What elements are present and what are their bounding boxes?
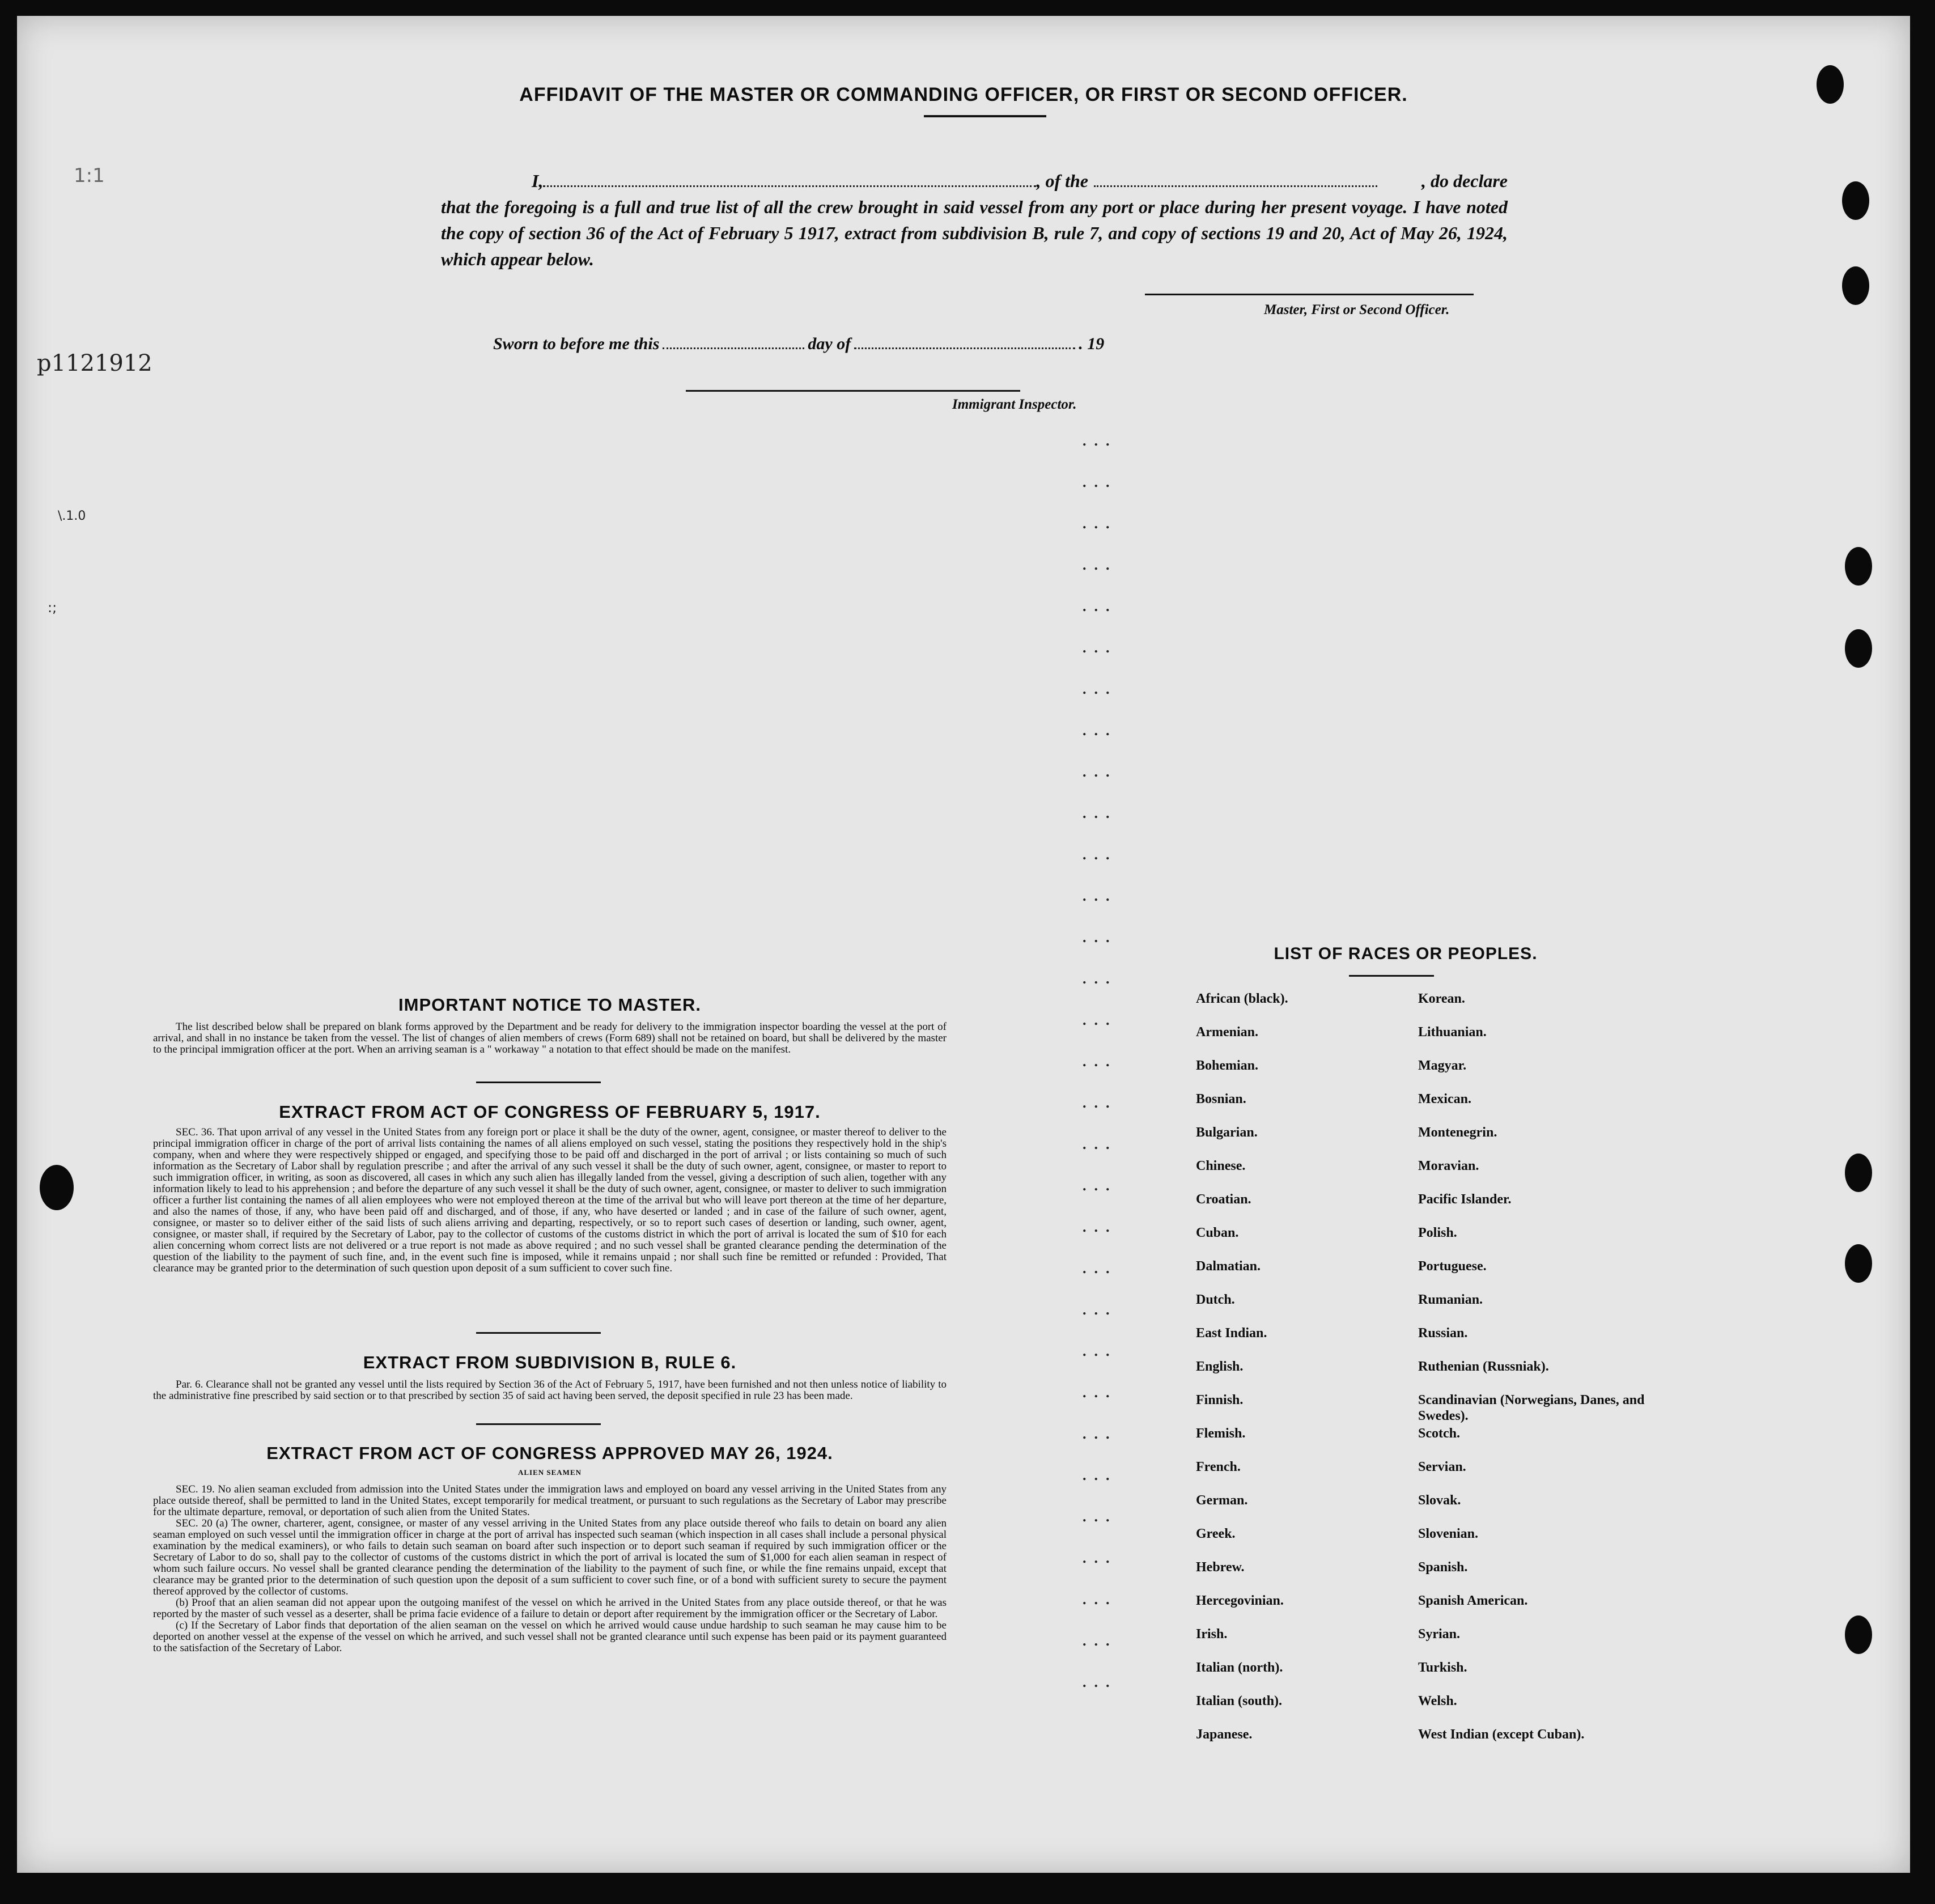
- race-item: Pacific Islander.: [1418, 1192, 1512, 1207]
- race-item: Magyar.: [1418, 1058, 1467, 1073]
- race-item: English.: [1196, 1359, 1244, 1374]
- race-item: Irish.: [1196, 1627, 1228, 1642]
- sworn-month-field[interactable]: [854, 347, 1075, 349]
- binding-hole: [1817, 65, 1844, 104]
- race-item: Montenegrin.: [1418, 1125, 1497, 1140]
- race-item: Bohemian.: [1196, 1058, 1259, 1073]
- inspector-signature-line[interactable]: [686, 390, 1020, 392]
- race-item: Greek.: [1196, 1526, 1236, 1541]
- dot-guide: ...: [1083, 1260, 1118, 1277]
- title-rule: [924, 115, 1046, 117]
- race-item: Servian.: [1418, 1460, 1466, 1474]
- rule6-rule: [476, 1423, 601, 1425]
- sworn-line: [493, 334, 1104, 354]
- sworn-day-field[interactable]: [663, 347, 804, 349]
- notice-rule: [476, 1082, 601, 1083]
- race-item: Welsh.: [1418, 1694, 1457, 1708]
- race-item: Russian.: [1418, 1326, 1468, 1341]
- sec19-text: SEC. 19. No alien seaman excluded from admission into the United States under the immigration laws and employed on board any vessel arriving in the United States from any place outside thereof, shall be permitted to land in the United States, except temporarily for medical treatment, or pursuant to such regulations as the Secretary of Labor may prescribe for the ultimate departure, removal, or deportation of such alien from the United States.: [153, 1483, 947, 1518]
- dot-guide: ...: [1083, 1012, 1118, 1028]
- affidavit-do-declare: , do declare: [1421, 171, 1508, 191]
- dot-guide: ...: [1083, 970, 1118, 987]
- dot-guide: ...: [1083, 557, 1118, 573]
- race-item: Syrian.: [1418, 1627, 1461, 1642]
- manifest-page: [17, 16, 1910, 1873]
- dot-guide: ...: [1083, 1301, 1118, 1318]
- race-item: Spanish American.: [1418, 1593, 1528, 1608]
- dot-guide: ...: [1083, 1177, 1118, 1194]
- race-item: Japanese.: [1196, 1727, 1253, 1742]
- dot-guide: ...: [1083, 1550, 1118, 1566]
- dot-guide: ...: [1083, 929, 1118, 945]
- race-item: Spanish.: [1418, 1560, 1468, 1575]
- dot-guide: ...: [1083, 1136, 1118, 1152]
- day-of-text: day of: [808, 334, 851, 353]
- race-item: Turkish.: [1418, 1660, 1467, 1675]
- race-item: Italian (north).: [1196, 1660, 1283, 1675]
- race-item: Slovak.: [1418, 1493, 1461, 1508]
- sworn-text: Sworn to before me this: [493, 334, 660, 353]
- dot-guide: ...: [1083, 474, 1118, 490]
- race-item: Mexican.: [1418, 1092, 1471, 1106]
- handwritten-number: p1121912: [37, 350, 152, 376]
- extract-1917-rule: [476, 1332, 601, 1334]
- race-item: Ruthenian (Russniak).: [1418, 1359, 1549, 1374]
- race-item: Armenian.: [1196, 1025, 1258, 1040]
- race-item: Scotch.: [1418, 1426, 1460, 1441]
- margin-mark-top-left: 1:1: [74, 164, 105, 187]
- binding-hole: [1842, 181, 1869, 220]
- binding-hole: [1845, 1154, 1872, 1192]
- rule6-title: EXTRACT FROM SUBDIVISION B, RULE 6.: [363, 1352, 737, 1372]
- race-item: Croatian.: [1196, 1192, 1251, 1207]
- dot-guide: ...: [1083, 1467, 1118, 1483]
- race-item: Chinese.: [1196, 1159, 1246, 1173]
- affidavit-declaration: that the foregoing is a full and true list of all the crew brought in said vessel from any port or place during her present voyage. I have noted the copy of section 36 of the Act of February 5 1917, extract from subdivision B, rule 7, and copy of sections 19 and 20, Act of May 26, 1924, which appear below.: [441, 197, 1508, 269]
- race-item: Lithuanian.: [1418, 1025, 1487, 1040]
- affidavit-title: AFFIDAVIT OF THE MASTER OR COMMANDING OFFICER, OR FIRST OR SECOND OFFICER.: [519, 84, 1408, 105]
- race-item: German.: [1196, 1493, 1248, 1508]
- dot-guide: ...: [1083, 515, 1118, 532]
- race-item: Dutch.: [1196, 1292, 1235, 1307]
- race-item: Italian (south).: [1196, 1694, 1283, 1708]
- race-item: Flemish.: [1196, 1426, 1246, 1441]
- dot-guide: ...: [1083, 846, 1118, 863]
- race-item: West Indian (except Cuban).: [1418, 1727, 1585, 1742]
- par6-text: Par. 6. Clearance shall not be granted any vessel until the lists required by Section 36 of the Act of February 5, 1917, have been furnished and not then unless notice of liability to the administrative fine prescribed by said section or to that prescribed by section 35 of said act having been served, the deposit specified in rule 23 has been made.: [153, 1379, 947, 1402]
- alien-seamen-subtitle: ALIEN SEAMEN: [517, 1468, 582, 1477]
- binding-hole: [1845, 1244, 1872, 1283]
- dot-guide: ...: [1083, 1095, 1118, 1111]
- dot-guide: ...: [1083, 1426, 1118, 1442]
- races-left-column: [1196, 991, 1411, 1760]
- races-right-column: [1418, 991, 1645, 1760]
- race-item: East Indian.: [1196, 1326, 1267, 1341]
- extract-1924-body: [153, 1484, 947, 1654]
- race-item: Korean.: [1418, 991, 1465, 1006]
- margin-mark-small-1: \.1.0: [58, 509, 86, 523]
- race-item: Hebrew.: [1196, 1560, 1245, 1575]
- binding-hole: [1845, 547, 1872, 586]
- extract-1917-title: EXTRACT FROM ACT OF CONGRESS OF FEBRUARY 5, 1917.: [279, 1102, 821, 1122]
- sec20b-text: (b) Proof that an alien seaman did not appear upon the outgoing manifest of the vessel on which he arrived in the United States from any place outside thereof, or that he was reported by the master of such vessel as a deserter, shall be prima facie evidence of a failure to detain or deport after requirement by the immigration officer or the Secretary of Labor.: [153, 1597, 947, 1620]
- race-item: Bosnian.: [1196, 1092, 1246, 1106]
- affidavit-i: I,: [532, 171, 544, 191]
- dot-guide: ...: [1083, 681, 1118, 697]
- dot-guide: ...: [1083, 1219, 1118, 1235]
- dot-guide: ...: [1083, 888, 1118, 904]
- binding-hole: [1842, 266, 1869, 305]
- dot-guide: ...: [1083, 1508, 1118, 1525]
- races-title: LIST OF RACES OR PEOPLES.: [1274, 944, 1538, 963]
- notice-text: The list described below shall be prepared on blank forms approved by the Department and be ready for delivery to the immigration inspector boarding the vessel at the port of arrival, and shall in no instance be taken from the vessel. The list of changes of alien members of crews (Form 689) shall not be retained on board, but shall be delivered by the master to the principal immigration officer at the port. When an arriving seaman is a " workaway " a notation to that effect should be made on the manifest.: [153, 1021, 947, 1055]
- extract-1924-title: EXTRACT FROM ACT OF CONGRESS APPROVED MAY 26, 1924.: [266, 1443, 833, 1463]
- races-rule: [1349, 975, 1434, 977]
- dot-guide: ...: [1083, 1632, 1118, 1649]
- binding-hole: [1845, 1615, 1872, 1654]
- dot-guide: ...: [1083, 805, 1118, 821]
- master-signature-line[interactable]: [1145, 294, 1474, 295]
- sec20a-text: SEC. 20 (a) The owner, charterer, agent, consignee, or master of any vessel arriving in the United States from any place outside thereof who fails to detain on board any alien seaman employed on such vessel until the immigration officer in charge at the port of arrival has inspected such seaman (which inspection in all cases shall include a personal physical examination by the medical examiners), or who fails to detain such seaman on board after such inspection or to deport such seaman if required by such immigration officer or the Secretary of Labor to do so, shall pay to the collector of customs of the customs district in which the port of arrival is located the sum of $1,000 for each alien seaman in respect of whom such failure occurs. No vessel shall be granted clearance pending the determination of the liability to the payment of such fine, or while the fine remains unpaid, except that clearance may be granted prior to the determination of such question upon the deposit of a sum sufficient to cover such fine, or of a bond with sufficient surety to secure the payment thereof approved by the collector of customs.: [153, 1517, 947, 1597]
- race-item: African (black).: [1196, 991, 1288, 1006]
- binding-hole: [1845, 629, 1872, 668]
- inspector-label: Immigrant Inspector.: [952, 397, 1077, 412]
- rule6-body: [153, 1379, 947, 1402]
- dot-guide: ...: [1083, 1591, 1118, 1608]
- margin-mark-small-2: :;: [48, 600, 57, 616]
- dot-guide: ...: [1083, 764, 1118, 780]
- dot-guide: ...: [1083, 722, 1118, 739]
- race-item: Finnish.: [1196, 1393, 1244, 1407]
- race-item: Moravian.: [1418, 1159, 1479, 1173]
- race-item: Portuguese.: [1418, 1259, 1487, 1274]
- dot-guide: ...: [1083, 639, 1118, 656]
- dot-guide: ...: [1083, 1674, 1118, 1690]
- dot-guide: ...: [1083, 1053, 1118, 1070]
- race-item: Dalmatian.: [1196, 1259, 1261, 1274]
- dot-guide: ...: [1083, 1343, 1118, 1359]
- race-item: Rumanian.: [1418, 1292, 1483, 1307]
- dot-guide: ...: [1083, 1384, 1118, 1401]
- notice-body: [153, 1021, 947, 1055]
- extract-1917-body: [153, 1127, 947, 1274]
- master-signature-label: Master, First or Second Officer.: [1264, 302, 1450, 317]
- year-text: . 19: [1079, 334, 1105, 353]
- affidavit-of-the: , of the: [1036, 171, 1088, 191]
- race-item: Slovenian.: [1418, 1526, 1479, 1541]
- race-item: Cuban.: [1196, 1225, 1239, 1240]
- notice-title: IMPORTANT NOTICE TO MASTER.: [398, 995, 701, 1015]
- race-item: Bulgarian.: [1196, 1125, 1258, 1140]
- torn-hole: [40, 1165, 74, 1210]
- dot-guide: ...: [1083, 598, 1118, 614]
- sec20c-text: (c) If the Secretary of Labor finds that deportation of the alien seaman on the vessel on which he arrived would cause undue hardship to such seaman he may cause him to be deported on another vessel at the expense of the vessel on which he arrived, and such vessel shall not be granted clearance until such expense has been paid or its payment guaranteed to the satisfaction of the Secretary of Labor.: [153, 1619, 947, 1654]
- race-item: Polish.: [1418, 1225, 1457, 1240]
- race-item: French.: [1196, 1460, 1241, 1474]
- race-item: Hercegovinian.: [1196, 1593, 1284, 1608]
- vessel-field[interactable]: [1094, 185, 1377, 187]
- sec36-text: SEC. 36. That upon arrival of any vessel in the United States from any foreign port or place it shall be the duty of the owner, agent, consignee, or master thereof to deliver to the principal immigration officer in charge of the port of arrival lists containing the names of all aliens employed on such vessel, stating the positions they respectively hold in the ship's company, when and where they were respectively shipped or engaged, and specifying those to be paid off and discharged in the port of arrival ; or lists containing so much of such information as the Secretary of Labor shall by regulation prescribe ; and after the arrival of any such vessel it shall be the duty of such owner, agent, consignee, or master to report to such immigration officer, in writing, as soon as discovered, all cases in which any such alien has illegally landed from the vessel, giving a description of such alien, together with any information likely to lead to his apprehension ; and before the departure of any such vessel it shall be the duty of such owner, agent, consignee, or master to deliver to such immigration officer a further list containing the names of all alien employees who were not employed thereon at the time of the arrival but who will leave port thereon at the time of her departure, and also the names of those, if any, who have been paid off and discharged, and of those, if any, who have deserted or landed ; and in case of the failure of such owner, agent, consignee, or master so to deliver either of the said lists of such aliens arriving and departing, respectively, or so to report such cases of desertion or landing, such owner, agent, consignee, or master shall, if required by the Secretary of Labor, pay to the collector of customs of the customs district in which the port of arrival is located the sum of $10 for each alien concerning whom correct lists are not delivered or a true report is not made as above required ; and no such vessel shall be granted clearance pending the determination of the question of the liability to the payment of such fine, and, in the event such fine is imposed, while it remains unpaid ; nor shall such fine be remitted or refunded : Provided, That clearance may be granted prior to the determination of such question upon deposit of a sum sufficient to cover such fine.: [153, 1126, 947, 1274]
- affidavit-body: [441, 168, 1508, 272]
- name-field[interactable]: [543, 185, 1036, 187]
- race-item: Scandinavian (Norwegians, Danes, and Swedes).: [1418, 1393, 1645, 1423]
- dot-guide: ...: [1083, 432, 1118, 449]
